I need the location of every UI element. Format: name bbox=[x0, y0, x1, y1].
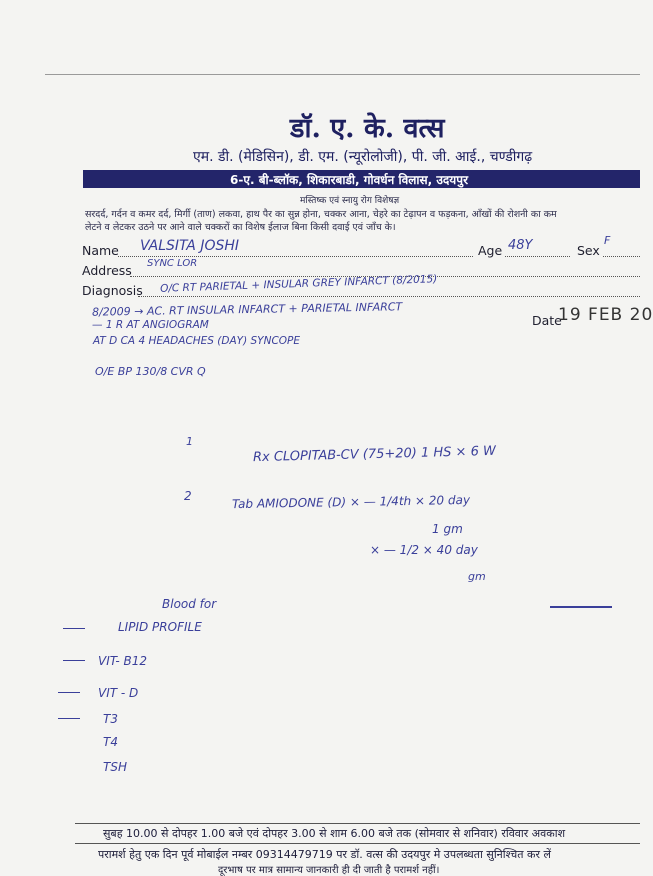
test-tsh: TSH bbox=[103, 760, 127, 774]
test-t4: T4 bbox=[103, 735, 118, 749]
rx-number-1: 1 bbox=[186, 435, 193, 448]
date-stamp: 19 FEB 20 bbox=[558, 305, 653, 325]
date-label: Date bbox=[532, 313, 562, 328]
test-vit-d: VIT - D bbox=[98, 686, 139, 700]
test-lipid-profile: LIPID PROFILE bbox=[118, 620, 202, 634]
sex-line bbox=[603, 256, 640, 257]
test-dash-4 bbox=[58, 718, 80, 719]
services-line-1: सरदर्द, गर्दन व कमर दर्द, मिर्गी (ताण) लकवा, हाथ पैर का सुन्न होना, चक्कर आना, चेहरे का टेढ़ापन व फड़कना, आँखों की रोशनी का कम bbox=[85, 209, 557, 220]
sex-label: Sex bbox=[577, 243, 600, 258]
patient-name: VALSITA JOSHI bbox=[140, 238, 240, 254]
prescription-3: × — 1/2 × 40 day bbox=[370, 543, 478, 557]
address-label: Address bbox=[82, 263, 132, 278]
blood-for-label: Blood for bbox=[162, 597, 217, 611]
examination-note: O/E BP 130/8 CVR Q bbox=[95, 365, 206, 378]
patient-sex: F bbox=[604, 234, 611, 247]
patient-age: 48Y bbox=[508, 238, 533, 253]
specialty-title: मस्तिष्क एवं स्नायु रोग विशेषज्ञ bbox=[300, 196, 400, 206]
test-t3: T3 bbox=[103, 712, 118, 726]
name-line bbox=[118, 256, 473, 257]
clinic-timing: सुबह 10.00 से दोपहर 1.00 बजे एवं दोपहर 3.00 से शाम 6.00 बजे तक (सोमवार से शनिवार) रविवार अवकाश bbox=[103, 827, 566, 840]
diagnosis-line bbox=[138, 296, 640, 297]
doctor-qualifications: एम. डी. (मेडिसिन), डी. एम. (न्यूरोलोजी), पी. जी. आई., चण्डीगढ़ bbox=[193, 149, 533, 165]
name-label: Name bbox=[82, 243, 119, 258]
footer-rule-bottom bbox=[75, 843, 640, 844]
services-line-2: लेटने व लेटकर उठने पर आने वाले चक्करों का विशेष ईलाज बिना किसी दवाई एवं जाँच के। bbox=[85, 222, 396, 233]
prescription-2: Tab AMIODONE (D) × — 1/4th × 20 day bbox=[231, 492, 471, 512]
prescription-3-qty: gm bbox=[468, 570, 486, 583]
test-dash-3 bbox=[58, 692, 80, 693]
diagnosis-label: Diagnosis bbox=[82, 283, 143, 298]
rx-number-2: 2 bbox=[184, 489, 192, 503]
test-dash-1 bbox=[63, 628, 85, 629]
history-note-3: AT D CA 4 HEADACHES (DAY) SYNCOPE bbox=[93, 335, 301, 347]
clinic-address: 6-ए. बी-ब्लॉक, शिकारबाडी, गोवर्धन विलास, उदयपुर bbox=[230, 173, 468, 187]
footer-rule-top bbox=[75, 823, 640, 824]
appointment-note: परामर्श हेतु एक दिन पूर्व मोबाईल नम्बर 09314479719 पर डॉ. वत्स की उदयपुर मे उपलब्धता सुनिश्चित कर लें bbox=[98, 848, 551, 861]
pen-stroke bbox=[550, 606, 612, 608]
age-line bbox=[505, 256, 570, 257]
prescription-1: Rx CLOPITAB-CV (75+20) 1 HS × 6 W bbox=[252, 443, 497, 466]
history-note-2: — 1 R AT ANGIOGRAM bbox=[92, 319, 209, 331]
patient-diagnosis: O/C RT PARIETAL + INSULAR GREY INFARCT (8/2015) bbox=[159, 273, 438, 295]
history-note-1: 8/2009 → AC. RT INSULAR INFARCT + PARIETAL INFARCT bbox=[91, 300, 403, 319]
test-dash-2 bbox=[63, 660, 85, 661]
doctor-name: डॉ. ए. के. वत्स bbox=[290, 113, 445, 144]
age-label: Age bbox=[478, 243, 503, 258]
prescription-2-qty: 1 gm bbox=[432, 522, 463, 536]
test-vit-b12: VIT- B12 bbox=[98, 654, 148, 668]
phone-note: दूरभाष पर मात्र सामान्य जानकारी ही दी जाती है परामर्श नहीं। bbox=[218, 865, 440, 876]
top-rule bbox=[45, 74, 640, 75]
patient-address: SYNC LOR bbox=[147, 258, 198, 269]
